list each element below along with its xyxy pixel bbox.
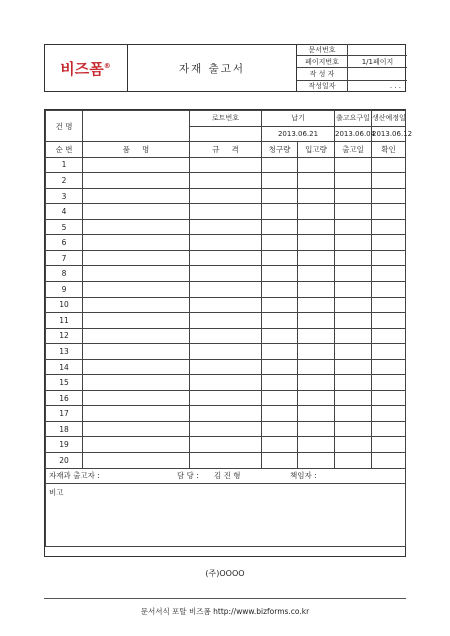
item-cell[interactable] xyxy=(262,188,298,204)
item-cell[interactable] xyxy=(262,406,298,422)
table-row xyxy=(46,453,406,469)
item-cell[interactable] xyxy=(335,390,372,406)
item-cell[interactable] xyxy=(298,282,335,298)
item-cell[interactable] xyxy=(262,313,298,329)
item-cell[interactable] xyxy=(262,297,298,313)
item-cell[interactable] xyxy=(335,235,372,251)
item-cell[interactable] xyxy=(372,453,406,469)
request-date-value[interactable]: 2013.06.04 xyxy=(335,126,372,142)
item-cell[interactable] xyxy=(372,204,406,220)
row-number: 10 xyxy=(46,297,83,313)
item-cell[interactable] xyxy=(298,390,335,406)
item-cell[interactable] xyxy=(262,390,298,406)
doc-number-label: 문서번호 xyxy=(297,44,348,56)
item-cell[interactable] xyxy=(298,219,335,235)
item-cell[interactable] xyxy=(372,406,406,422)
item-cell[interactable] xyxy=(262,421,298,437)
item-cell[interactable] xyxy=(83,406,190,422)
issue-form xyxy=(44,109,413,557)
item-cell[interactable] xyxy=(262,157,298,173)
table-row xyxy=(46,437,406,453)
item-cell[interactable] xyxy=(190,297,262,313)
row-number: 17 xyxy=(46,406,83,422)
item-cell[interactable] xyxy=(298,359,335,375)
page-number-value[interactable]: 1/1페이지 xyxy=(348,56,408,68)
row-number: 6 xyxy=(46,235,83,251)
item-cell[interactable] xyxy=(190,406,262,422)
row-number: 2 xyxy=(46,173,83,189)
item-cell[interactable] xyxy=(298,297,335,313)
item-cell[interactable] xyxy=(83,375,190,391)
table-row xyxy=(46,250,406,266)
item-cell[interactable] xyxy=(335,453,372,469)
item-cell[interactable] xyxy=(372,157,406,173)
item-cell[interactable] xyxy=(190,359,262,375)
item-cell[interactable] xyxy=(298,204,335,220)
request-date-label: 출고요구일 xyxy=(335,111,372,127)
item-cell[interactable] xyxy=(372,173,406,189)
item-cell[interactable] xyxy=(372,328,406,344)
responsible-label: 책임자 : xyxy=(290,471,317,481)
item-cell[interactable] xyxy=(190,437,262,453)
item-cell[interactable] xyxy=(262,375,298,391)
issuer-label: 자재과 출고자 : xyxy=(49,471,100,481)
row-number: 19 xyxy=(46,437,83,453)
table-row xyxy=(46,421,406,437)
item-cell[interactable] xyxy=(190,173,262,189)
row-number: 7 xyxy=(46,250,83,266)
item-cell[interactable] xyxy=(190,282,262,298)
item-cell[interactable] xyxy=(298,375,335,391)
doc-number-value[interactable] xyxy=(348,44,408,56)
table-row xyxy=(46,297,406,313)
item-cell[interactable] xyxy=(335,421,372,437)
table-row xyxy=(46,219,406,235)
item-cell[interactable] xyxy=(335,359,372,375)
item-cell[interactable] xyxy=(190,344,262,360)
item-cell[interactable] xyxy=(262,173,298,189)
production-date-value[interactable]: 2013.06.12 xyxy=(372,126,406,142)
remarks-label: 비고 xyxy=(49,488,64,498)
item-cell[interactable] xyxy=(83,204,190,220)
item-cell[interactable] xyxy=(372,235,406,251)
row-number: 3 xyxy=(46,188,83,204)
item-cell[interactable] xyxy=(262,359,298,375)
item-cell[interactable] xyxy=(83,266,190,282)
item-cell[interactable] xyxy=(83,250,190,266)
row-number: 13 xyxy=(46,344,83,360)
row-number: 20 xyxy=(46,453,83,469)
row-number: 9 xyxy=(46,282,83,298)
item-cell[interactable] xyxy=(335,266,372,282)
item-cell[interactable] xyxy=(298,344,335,360)
item-cell[interactable] xyxy=(190,266,262,282)
col-header: 규 격 xyxy=(190,142,262,158)
row-number: 16 xyxy=(46,390,83,406)
item-cell[interactable] xyxy=(190,375,262,391)
item-cell[interactable] xyxy=(372,313,406,329)
item-cell[interactable] xyxy=(335,188,372,204)
item-cell[interactable] xyxy=(335,157,372,173)
item-cell[interactable] xyxy=(335,375,372,391)
item-cell[interactable] xyxy=(298,313,335,329)
item-cell[interactable] xyxy=(335,313,372,329)
item-cell[interactable] xyxy=(372,250,406,266)
author-label: 작 성 자 xyxy=(297,68,348,80)
table-row xyxy=(46,313,406,329)
table-row xyxy=(46,406,406,422)
col-header: 입고량 xyxy=(298,142,335,158)
item-cell[interactable] xyxy=(83,219,190,235)
item-cell[interactable] xyxy=(335,173,372,189)
col-header: 순 번 xyxy=(46,142,83,158)
footer-divider xyxy=(44,598,406,599)
item-cell[interactable] xyxy=(372,282,406,298)
item-cell[interactable] xyxy=(298,421,335,437)
row-number: 18 xyxy=(46,421,83,437)
item-cell[interactable] xyxy=(83,344,190,360)
table-row xyxy=(46,173,406,189)
item-cell[interactable] xyxy=(262,219,298,235)
item-cell[interactable] xyxy=(298,437,335,453)
item-cell[interactable] xyxy=(83,313,190,329)
row-number: 5 xyxy=(46,219,83,235)
item-cell[interactable] xyxy=(298,328,335,344)
row-number: 14 xyxy=(46,359,83,375)
item-cell[interactable] xyxy=(298,266,335,282)
item-cell[interactable] xyxy=(190,328,262,344)
col-header: 출고일 xyxy=(335,142,372,158)
item-cell[interactable] xyxy=(335,204,372,220)
item-cell[interactable] xyxy=(262,437,298,453)
item-cell[interactable] xyxy=(372,437,406,453)
item-cell[interactable] xyxy=(262,204,298,220)
lot-value[interactable] xyxy=(190,126,262,142)
item-cell[interactable] xyxy=(335,297,372,313)
table-row xyxy=(46,375,406,391)
bizforms-logo: 비즈폼® xyxy=(60,59,111,78)
item-cell[interactable] xyxy=(262,344,298,360)
table-row xyxy=(46,328,406,344)
logo-cell xyxy=(44,44,128,92)
item-cell[interactable] xyxy=(262,235,298,251)
item-cell[interactable] xyxy=(298,250,335,266)
author-value[interactable] xyxy=(348,68,408,80)
item-cell[interactable] xyxy=(372,390,406,406)
item-cell[interactable] xyxy=(335,344,372,360)
table-row xyxy=(46,188,406,204)
item-cell[interactable] xyxy=(372,421,406,437)
item-cell[interactable] xyxy=(262,282,298,298)
item-cell[interactable] xyxy=(83,173,190,189)
item-cell[interactable] xyxy=(335,250,372,266)
signoff-row xyxy=(46,468,406,484)
manager-label: 담 당 : xyxy=(177,471,199,481)
item-cell[interactable] xyxy=(190,313,262,329)
item-cell[interactable] xyxy=(190,204,262,220)
col-header: 청구량 xyxy=(262,142,298,158)
table-row xyxy=(46,235,406,251)
item-cell[interactable] xyxy=(83,390,190,406)
document-title: 자재 출고서 xyxy=(178,62,246,75)
item-cell[interactable] xyxy=(83,188,190,204)
item-cell[interactable] xyxy=(372,219,406,235)
row-number: 11 xyxy=(46,313,83,329)
table-row xyxy=(46,204,406,220)
item-cell[interactable] xyxy=(190,188,262,204)
source-credit: 문서서식 포탈 비즈폼 http://www.bizforms.co.kr xyxy=(140,607,310,616)
item-cell[interactable] xyxy=(298,173,335,189)
item-cell[interactable] xyxy=(335,437,372,453)
item-cell[interactable] xyxy=(298,235,335,251)
item-cell[interactable] xyxy=(262,453,298,469)
item-cell[interactable] xyxy=(298,188,335,204)
item-cell[interactable] xyxy=(372,344,406,360)
item-cell[interactable] xyxy=(83,437,190,453)
delivery-label: 납기 xyxy=(262,111,335,127)
item-cell[interactable] xyxy=(83,359,190,375)
col-header: 품 명 xyxy=(83,142,190,158)
row-number: 15 xyxy=(46,375,83,391)
item-cell[interactable] xyxy=(190,453,262,469)
item-cell[interactable] xyxy=(262,266,298,282)
remarks-cell[interactable] xyxy=(46,484,406,547)
item-cell[interactable] xyxy=(372,359,406,375)
delivery-value[interactable]: 2013.06.21 xyxy=(262,126,335,142)
item-cell[interactable] xyxy=(262,250,298,266)
item-cell[interactable] xyxy=(298,453,335,469)
table-row xyxy=(46,344,406,360)
item-cell[interactable] xyxy=(83,421,190,437)
table-row xyxy=(46,157,406,173)
item-cell[interactable] xyxy=(372,375,406,391)
document-meta xyxy=(296,44,406,92)
item-cell[interactable] xyxy=(335,219,372,235)
item-cell[interactable] xyxy=(190,157,262,173)
page-number-label: 페이지번호 xyxy=(297,56,348,68)
item-cell[interactable] xyxy=(372,188,406,204)
col-header: 확인 xyxy=(372,142,406,158)
company-name: (주)OOOO xyxy=(205,569,245,578)
column-header-row xyxy=(46,142,406,158)
case-value[interactable] xyxy=(83,111,190,142)
item-cell[interactable] xyxy=(190,390,262,406)
row-number: 4 xyxy=(46,204,83,220)
item-cell[interactable] xyxy=(190,219,262,235)
item-cell[interactable] xyxy=(190,235,262,251)
table-row xyxy=(46,266,406,282)
item-cell[interactable] xyxy=(298,157,335,173)
item-cell[interactable] xyxy=(335,328,372,344)
lot-label: 로트번호 xyxy=(190,111,262,127)
item-cell[interactable] xyxy=(83,235,190,251)
case-label: 건 명 xyxy=(46,111,83,142)
table-row xyxy=(46,390,406,406)
item-cell[interactable] xyxy=(298,406,335,422)
item-cell[interactable] xyxy=(83,297,190,313)
table-row xyxy=(46,359,406,375)
item-cell[interactable] xyxy=(372,297,406,313)
item-cell[interactable] xyxy=(83,157,190,173)
item-cell[interactable] xyxy=(190,421,262,437)
row-number: 1 xyxy=(46,157,83,173)
production-date-label: 생산예정일 xyxy=(372,111,406,127)
item-cell[interactable] xyxy=(335,406,372,422)
manager-name: 김 진 형 xyxy=(214,471,241,481)
row-number: 8 xyxy=(46,266,83,282)
item-cell[interactable] xyxy=(372,266,406,282)
item-cell[interactable] xyxy=(83,328,190,344)
date-value[interactable]: . . . xyxy=(348,80,408,92)
row-number: 12 xyxy=(46,328,83,344)
item-cell[interactable] xyxy=(83,282,190,298)
item-cell[interactable] xyxy=(190,250,262,266)
table-row xyxy=(46,282,406,298)
item-cell[interactable] xyxy=(335,282,372,298)
date-label: 작성일자 xyxy=(297,80,348,92)
item-cell[interactable] xyxy=(262,328,298,344)
item-cell[interactable] xyxy=(83,453,190,469)
